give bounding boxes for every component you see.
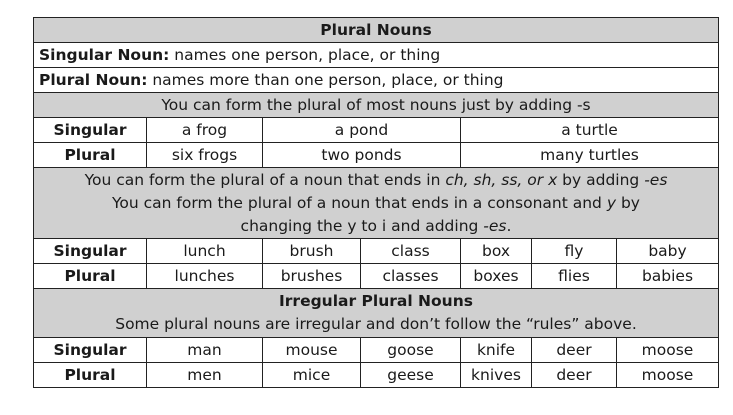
irregular-title: Irregular Plural Nouns — [279, 292, 473, 310]
word-cell: lunches — [147, 264, 263, 289]
row-label-singular: Singular — [34, 239, 147, 264]
section1-plural-row — [34, 143, 719, 168]
rule-y: You can form the plural of a noun that ends in a consonant and y by changing the y to i and adding -es. — [112, 193, 640, 235]
section1-singular-row — [34, 118, 719, 143]
rule-add-s: You can form the plural of most nouns just by adding -s — [34, 93, 719, 118]
row-label-singular: Singular — [34, 118, 147, 143]
word-cell: a frog — [147, 118, 263, 143]
word-cell: six frogs — [147, 143, 263, 168]
irregular-note: Some plural nouns are irregular and don’t follow the “rules” above. — [115, 315, 637, 333]
row-label-singular: Singular — [34, 338, 147, 363]
section2-plural-row — [34, 264, 719, 289]
word-cell: many turtles — [461, 143, 719, 168]
singular-definition — [34, 43, 719, 68]
plural-nouns-table — [33, 17, 719, 388]
word-cell: men — [147, 363, 263, 388]
word-cell: boxes — [461, 264, 532, 289]
word-cell: a turtle — [461, 118, 719, 143]
word-cell: knives — [461, 363, 532, 388]
word-cell: flies — [532, 264, 617, 289]
word-cell: mice — [263, 363, 361, 388]
word-cell: babies — [617, 264, 719, 289]
plural-text: names more than one person, place, or thing — [147, 71, 504, 89]
plural-term: Plural Noun: — [39, 71, 148, 89]
rule-es: You can form the plural of a noun that ends in ch, sh, ss, or x by adding -es — [84, 170, 668, 189]
word-cell: moose — [617, 338, 719, 363]
word-cell: deer — [532, 338, 617, 363]
singular-term: Singular Noun: — [39, 46, 170, 64]
section3-plural-row — [34, 363, 719, 388]
word-cell: geese — [361, 363, 461, 388]
word-cell: brushes — [263, 264, 361, 289]
irregular-section-header — [34, 289, 719, 338]
row-label-plural: Plural — [34, 264, 147, 289]
word-cell: man — [147, 338, 263, 363]
word-cell: mouse — [263, 338, 361, 363]
word-cell: classes — [361, 264, 461, 289]
word-cell: box — [461, 239, 532, 264]
singular-text: names one person, place, or thing — [169, 46, 441, 64]
word-cell: two ponds — [263, 143, 461, 168]
rule-es-and-y — [34, 168, 719, 239]
word-cell: deer — [532, 363, 617, 388]
word-cell: a pond — [263, 118, 461, 143]
word-cell: lunch — [147, 239, 263, 264]
row-label-plural: Plural — [34, 363, 147, 388]
word-cell: class — [361, 239, 461, 264]
row-label-plural: Plural — [34, 143, 147, 168]
word-cell: baby — [617, 239, 719, 264]
section2-singular-row — [34, 239, 719, 264]
word-cell: moose — [617, 363, 719, 388]
word-cell: goose — [361, 338, 461, 363]
word-cell: knife — [461, 338, 532, 363]
word-cell: brush — [263, 239, 361, 264]
table-title: Plural Nouns — [34, 18, 719, 43]
word-cell: fly — [532, 239, 617, 264]
plural-definition — [34, 68, 719, 93]
section3-singular-row — [34, 338, 719, 363]
